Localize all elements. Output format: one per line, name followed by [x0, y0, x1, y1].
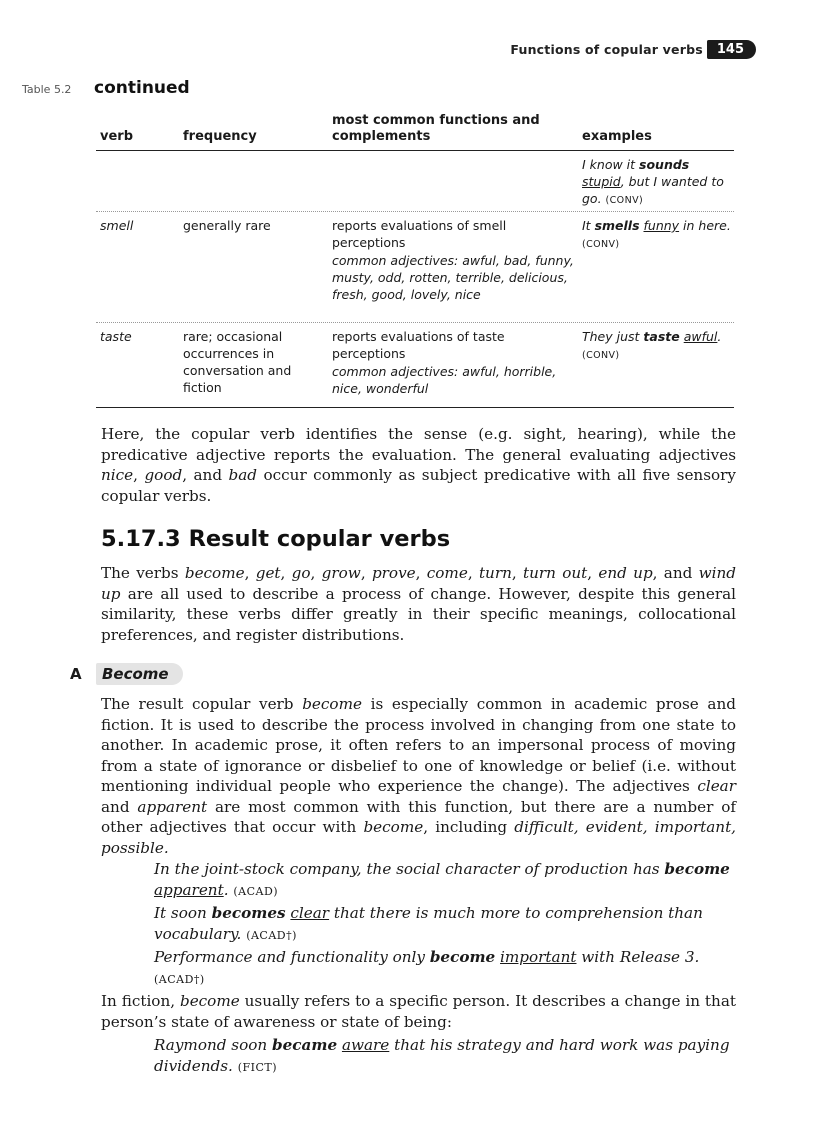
page-number: 145	[707, 40, 756, 59]
data-table	[96, 112, 734, 408]
table-label	[22, 78, 190, 98]
table-number: Table 5.2	[22, 83, 72, 96]
paragraph-become-fiction: In fiction, become usually refers to a specific person. It describes a change in that person’s state of awareness or state of being:	[101, 992, 736, 1031]
subsection-title: Become	[96, 663, 183, 685]
subsection-heading	[70, 663, 183, 685]
example-sentence: Raymond soon became aware that his strategy and hard work was paying dividends. (FICT)	[154, 1036, 730, 1075]
column-header-examples: examples	[582, 129, 652, 144]
column-header-frequency: frequency	[183, 129, 257, 144]
example-sentence: In the joint-stock company, the social character of production has become apparent. (ACAD)	[154, 860, 730, 899]
running-header	[510, 38, 756, 60]
example-sentence: Performance and functionality only become important with Release 3. (ACAD†)	[154, 948, 700, 986]
table-header	[96, 112, 734, 151]
functions-cell: reports evaluations of smell perceptions common adjectives: awful, bad, funny, musty, odd, rotten, terrible, delicious, fresh, good, lovely, nice	[332, 218, 574, 302]
verb-cell: taste	[100, 329, 132, 344]
paragraph-become-academic: The result copular verb become is especially common in academic prose and fiction. It is used to describe the process involved in changing from one state to another. In academic prose, it often refers to an impersonal process of moving from a state of ignorance or disbelief to one of knowledge or belief (i.e. without mentioning individual people who experience the change). The adjectives clear and apparent are most common with this function, but there are a number of other adjectives that occur with become, including difficult, evident, important, possible.	[101, 695, 736, 857]
section-heading: 5.17.3 Result copular verbs	[101, 526, 451, 552]
example-cell: I know it sounds stupid, but I wanted to go. (CONV)	[582, 157, 724, 206]
paragraph-result-verbs-intro: The verbs become, get, go, grow, prove, come, turn, turn out, end up, and wind up are all used to describe a process of change. However, despite this general similarity, these verbs differ greatly in their specific meanings, collocational preferences, and register distributions.	[101, 564, 737, 644]
frequency-cell: rare; occasional occurrences in conversation and fiction	[183, 329, 292, 395]
example-cell: They just taste awful. (CONV)	[582, 329, 722, 361]
table-row	[96, 212, 734, 323]
table-row	[96, 151, 734, 212]
frequency-cell: generally rare	[183, 218, 271, 233]
table-title: continued	[94, 78, 190, 98]
table-row	[96, 323, 734, 408]
example-sentence: It soon becomes clear that there is much more to comprehension than vocabulary. (ACAD†)	[154, 904, 703, 943]
column-header-functions: most common functions and complements	[332, 113, 540, 144]
verb-cell: smell	[100, 218, 134, 233]
example-cell: It smells funny in here. (CONV)	[582, 218, 731, 250]
subsection-letter: A	[70, 665, 82, 683]
functions-cell: reports evaluations of taste perceptions common adjectives: awful, horrible, nice, wonderful	[332, 329, 557, 396]
running-title: Functions of copular verbs	[510, 41, 703, 57]
column-header-verb: verb	[100, 129, 134, 144]
paragraph-sensory-summary: Here, the copular verb identifies the sense (e.g. sight, hearing), while the predicative adjective reports the evaluation. The general evaluating adjectives nice, good, and bad occur commonly as subject predicative with all five sensory copular verbs.	[101, 425, 736, 505]
